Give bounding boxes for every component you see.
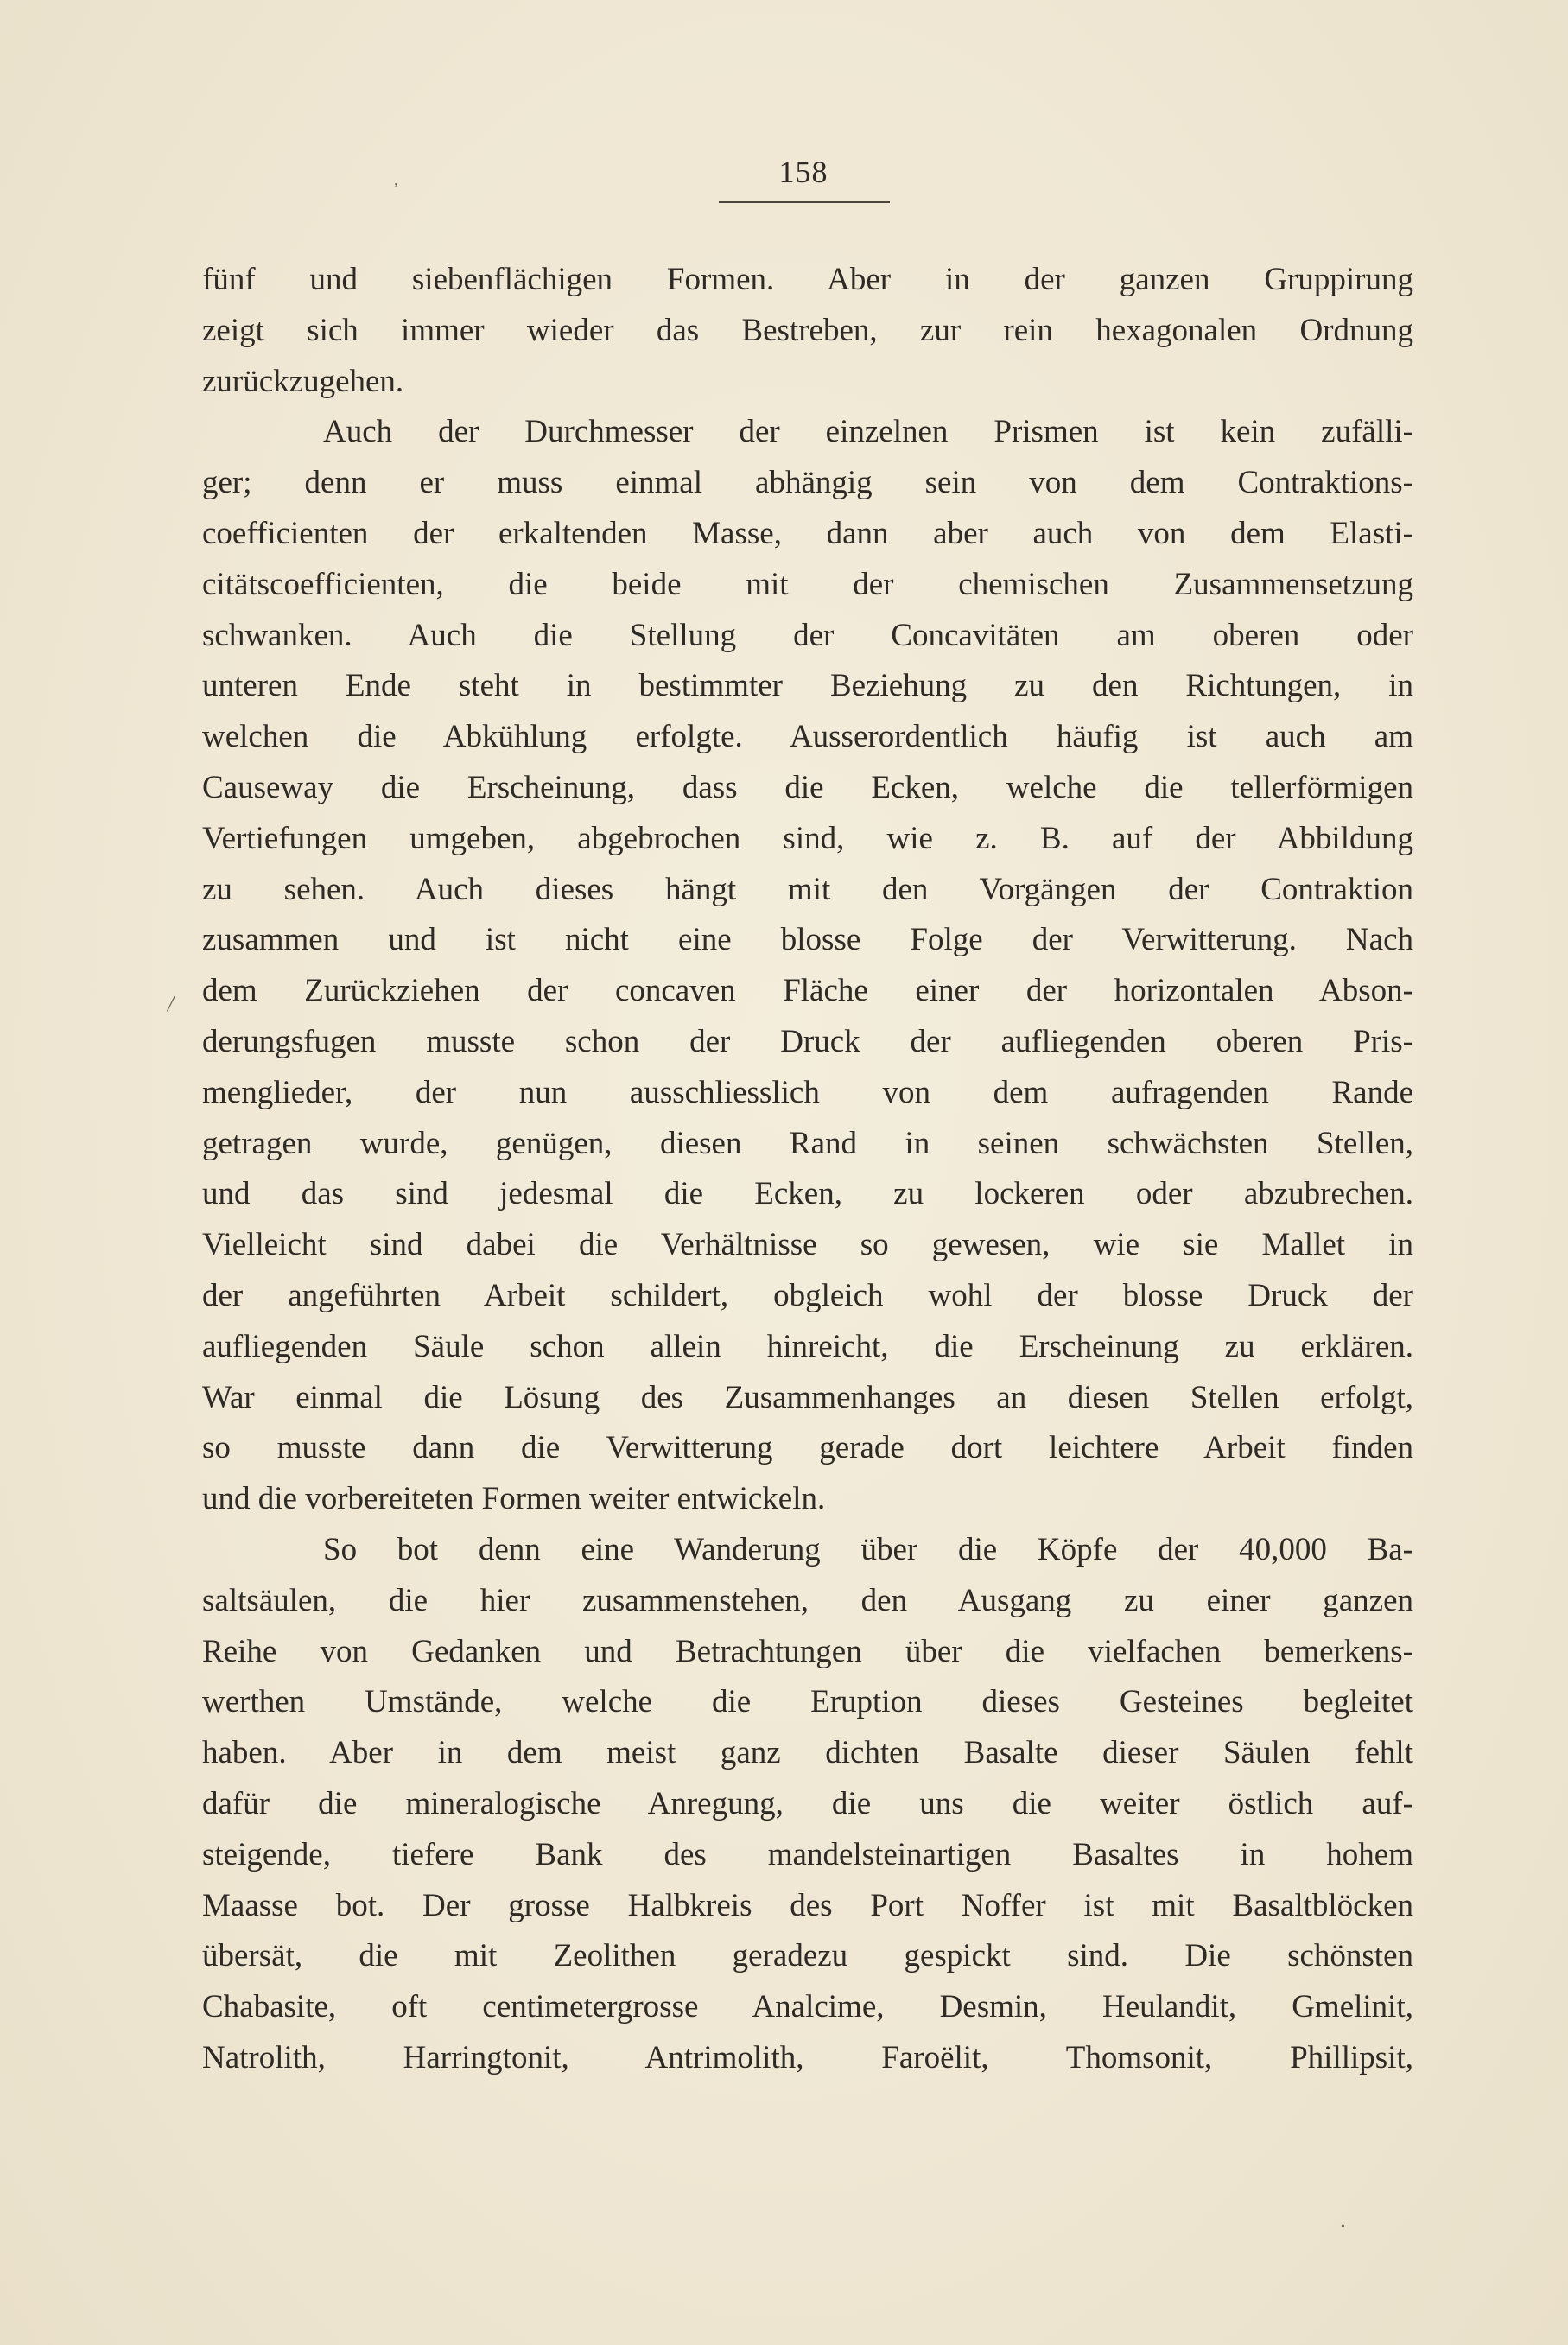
text-line: aufliegenden Säule schon allein hinreicht, die Erscheinung zu erklären. bbox=[202, 1328, 1413, 1364]
text-line: Chabasite, oft centimetergrosse Analcime, Desmin, Heulandit, Gmelinit, bbox=[202, 1989, 1413, 2025]
text-line: dem Zurückziehen der concaven Fläche einer der horizontalen Abson- bbox=[202, 973, 1413, 1009]
margin-pencil-mark: / bbox=[168, 991, 175, 1016]
text-line: der angeführten Arbeit schildert, obgleich wohl der blosse Druck der bbox=[202, 1277, 1413, 1313]
text-line: welchen die Abkühlung erfolgte. Ausserordentlich häufig ist auch am bbox=[202, 719, 1413, 755]
text-line: steigende, tiefere Bank des mandelsteinartigen Basaltes in hohem bbox=[202, 1836, 1413, 1872]
text-line: Vertiefungen umgeben, abgebrochen sind, wie z. B. auf der Abbildung bbox=[202, 820, 1413, 856]
text-line: Causeway die Erscheinung, dass die Ecken, welche die tellerförmigen bbox=[202, 769, 1413, 805]
text-line: unteren Ende steht in bestimmter Beziehung zu den Richtungen, in bbox=[202, 668, 1413, 704]
paragraph-start-line: So bot denn eine Wanderung über die Köpfe der 40,000 Ba- bbox=[323, 1531, 1413, 1567]
text-line: zusammen und ist nicht eine blosse Folge der Verwitterung. Nach bbox=[202, 922, 1413, 958]
text-line: werthen Umstände, welche die Eruption dieses Gesteines begleitet bbox=[202, 1684, 1413, 1720]
text-line: zeigt sich immer wieder das Bestreben, zur rein hexagonalen Ordnung bbox=[202, 312, 1413, 348]
text-line: ger; denn er muss einmal abhängig sein von dem Contraktions- bbox=[202, 465, 1413, 501]
text-line: coefficienten der erkaltenden Masse, dann aber auch von dem Elasti- bbox=[202, 515, 1413, 551]
text-line: und das sind jedesmal die Ecken, zu lockeren oder abzubrechen. bbox=[202, 1176, 1413, 1212]
stray-mark-top: , bbox=[394, 171, 398, 188]
text-line: menglieder, der nun ausschliesslich von dem aufragenden Rande bbox=[202, 1074, 1413, 1110]
text-line: Natrolith, Harringtonit, Antrimolith, Faroëlit, Thomsonit, Phillipsit, bbox=[202, 2039, 1413, 2075]
text-line: getragen wurde, genügen, diesen Rand in seinen schwächsten Stellen, bbox=[202, 1125, 1413, 1161]
text-line: Maasse bot. Der grosse Halbkreis des Port Noffer ist mit Basaltblöcken bbox=[202, 1887, 1413, 1923]
text-line: zu sehen. Auch dieses hängt mit den Vorgängen der Contraktion bbox=[202, 871, 1413, 907]
stray-dot-bottom: • bbox=[1341, 2221, 1345, 2234]
page-number: 158 bbox=[778, 155, 828, 189]
text-line: so musste dann die Verwitterung gerade dort leichtere Arbeit finden bbox=[202, 1430, 1413, 1466]
page-number-rule bbox=[719, 201, 890, 203]
text-line: dafür die mineralogische Anregung, die uns die weiter östlich auf- bbox=[202, 1785, 1413, 1821]
text-line: fünf und siebenflächigen Formen. Aber in der ganzen Gruppirung bbox=[202, 262, 1413, 297]
text-line: und die vorbereiteten Formen weiter entwickeln. bbox=[202, 1481, 826, 1517]
text-line: Reihe von Gedanken und Betrachtungen über die vielfachen bemerkens- bbox=[202, 1633, 1413, 1669]
body-text bbox=[202, 255, 1413, 2084]
text-line: schwanken. Auch die Stellung der Concavitäten am oberen oder bbox=[202, 617, 1413, 653]
text-line: haben. Aber in dem meist ganz dichten Basalte dieser Säulen fehlt bbox=[202, 1735, 1413, 1771]
text-line: zurückzugehen. bbox=[202, 363, 404, 399]
paragraph-start-line: Auch der Durchmesser der einzelnen Prismen ist kein zufälli- bbox=[323, 414, 1413, 450]
text-line: saltsäulen, die hier zusammenstehen, den Ausgang zu einer ganzen bbox=[202, 1582, 1413, 1618]
text-line: citätscoefficienten, die beide mit der chemischen Zusammensetzung bbox=[202, 566, 1413, 602]
text-line: Vielleicht sind dabei die Verhältnisse so gewesen, wie sie Mallet in bbox=[202, 1227, 1413, 1263]
text-line: übersät, die mit Zeolithen geradezu gespickt sind. Die schönsten bbox=[202, 1938, 1413, 1974]
text-line: War einmal die Lösung des Zusammenhanges an diesen Stellen erfolgt, bbox=[202, 1379, 1413, 1415]
text-line: derungsfugen musste schon der Druck der aufliegenden oberen Pris- bbox=[202, 1023, 1413, 1059]
